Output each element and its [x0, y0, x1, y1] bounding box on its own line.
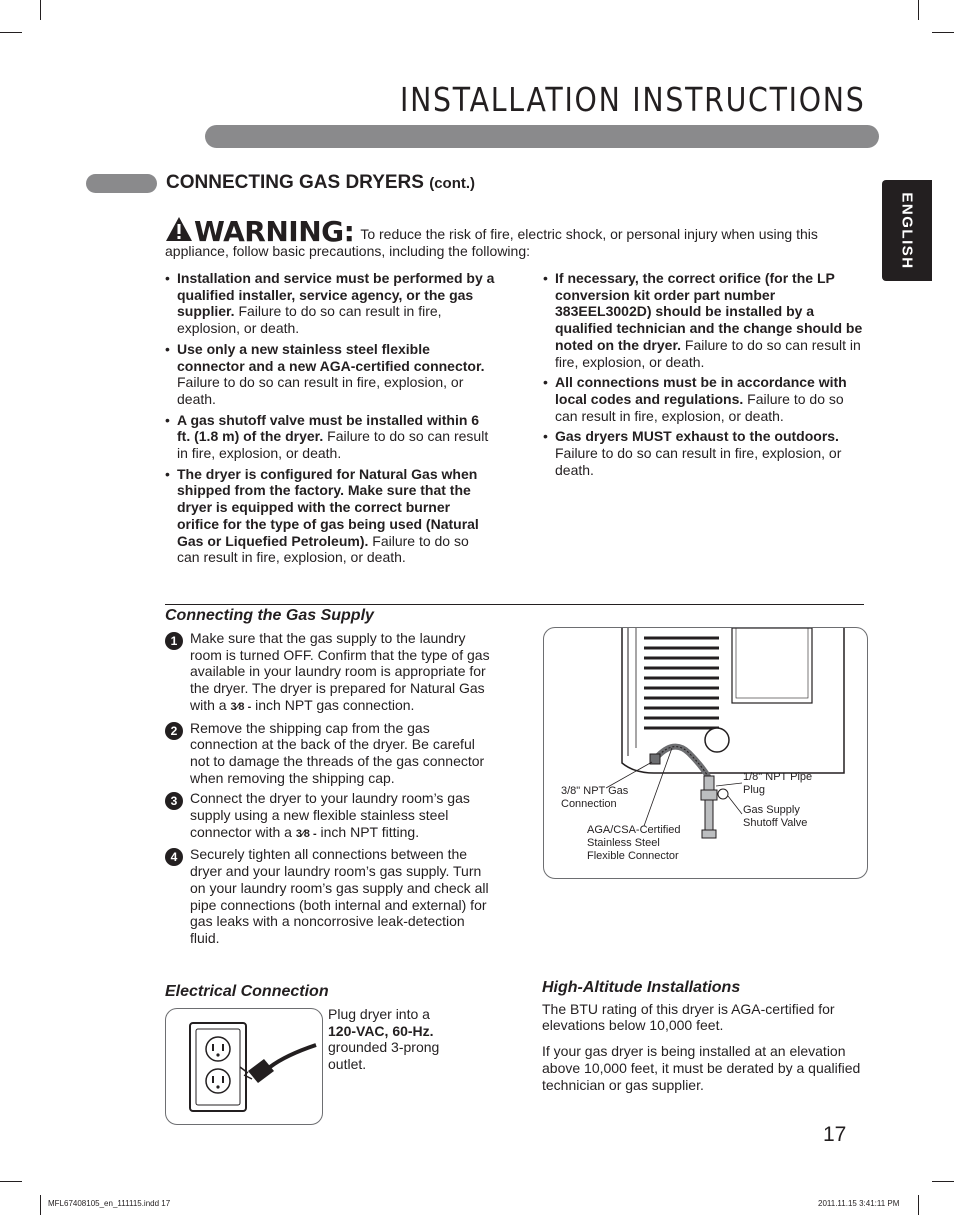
- crop-mark: [40, 0, 41, 20]
- section-title-suffix: (cont.): [429, 175, 476, 192]
- section-title: [166, 172, 475, 194]
- gas-steps: [165, 630, 495, 951]
- crop-mark: [932, 1181, 954, 1182]
- outlet-plug-icon: [166, 1009, 322, 1124]
- label-pipe-plug: 1/8" NPT Pipe Plug: [743, 771, 813, 796]
- altitude-paragraph: If your gas dryer is being installed at an elevation above 10,000 feet, it must be derated by a qualified technician or gas supplier.: [542, 1043, 861, 1093]
- crop-mark: [918, 1195, 919, 1215]
- outlet-illustration: [165, 1008, 323, 1125]
- warning-item: • Use only a new stainless steel flexible connector and a new AGA-certified connector. Failure to do so can result in fire, explosion, or death.: [165, 341, 495, 408]
- step-number: 2: [165, 722, 183, 740]
- warning-list-left: [165, 270, 495, 570]
- warning-item: • If necessary, the correct orifice (for the LP conversion kit order part number 383EEL3002D) should be installed by a qualified technician and the change should be noted on the dryer. Failure to do so can result in fire, explosion, or death.: [543, 270, 863, 370]
- page-number: 17: [823, 1123, 847, 1146]
- step-number: 4: [165, 848, 183, 866]
- warning-block: [165, 216, 865, 260]
- warning-item: • Gas dryers MUST exhaust to the outdoors. Failure to do so can result in fire, explosion, or death.: [543, 428, 863, 478]
- crop-mark: [0, 1181, 22, 1182]
- crop-mark: [918, 0, 919, 20]
- crop-mark: [0, 32, 22, 33]
- section-pill: [86, 174, 157, 193]
- label-shutoff-valve: Gas Supply Shutoff Valve: [743, 804, 808, 829]
- crop-mark: [932, 32, 954, 33]
- gas-connection-diagram: [543, 627, 868, 879]
- crop-mark: [40, 1195, 41, 1215]
- warning-list-right: [543, 270, 863, 482]
- step-item: 1 Make sure that the gas supply to the laundry room is turned OFF. Confirm that the type of gas available in your laundry room is appropriate for the dryer. The dryer is prepared for Natural Gas with a 3⁄8 - inch NPT gas connection.: [165, 630, 495, 716]
- title-bar: [205, 125, 879, 148]
- step-number: 1: [165, 632, 183, 650]
- step-item: 3 Connect the dryer to your laundry room’s gas supply using a new flexible stainless steel connector with a 3⁄8 - inch NPT fitting.: [165, 790, 495, 842]
- footer-timestamp: 2011.11.15 3:41:11 PM: [818, 1199, 900, 1208]
- step-item: 2 Remove the shipping cap from the gas connection at the back of the dryer. Be careful not to damage the threads of the gas connector when removing the shipping cap.: [165, 720, 495, 787]
- language-tab-label: ENGLISH: [898, 191, 916, 270]
- high-altitude-heading: High-Altitude Installations: [542, 979, 741, 996]
- warning-intro: To reduce the risk of fire, electric shock, or personal injury when using this appliance, follow basic precautions, including the following:: [165, 226, 818, 259]
- label-flexible-connector: AGA/CSA-Certified Stainless Steel Flexible Connector: [587, 824, 681, 862]
- warning-item: • Installation and service must be performed by a qualified installer, service agency, or the gas supplier. Failure to do so can result in fire, explosion, or death.: [165, 270, 495, 337]
- high-altitude-section: [542, 980, 872, 1102]
- label-gas-connection: 3/8" NPT Gas Connection: [561, 785, 629, 810]
- section-title-text: CONNECTING GAS DRYERS: [166, 172, 424, 193]
- warning-heading: WARNING:: [194, 215, 355, 248]
- electrical-instructions: Plug dryer into a 120-VAC, 60-Hz. grounded 3-prong outlet.: [328, 1006, 440, 1073]
- section-divider: [165, 604, 864, 605]
- step-item: 4 Securely tighten all connections between the dryer and your laundry room’s gas supply. Turn on your laundry room’s gas supply and check all pipe connections (both internal and external) for gas leaks with a noncorrosive leak-detection fluid.: [165, 846, 495, 946]
- footer-file: MFL67408105_en_111115.indd 17: [48, 1199, 171, 1208]
- warning-item: • The dryer is configured for Natural Gas when shipped from the factory. Make sure that the dryer is equipped with the correct burner orifice for the type of gas being used (Natural Gas or Liquefied Petroleum). Failure to do so can result in fire, explosion, or death.: [165, 466, 495, 566]
- warning-triangle-icon: [165, 216, 193, 242]
- page-title: INSTALLATION INSTRUCTIONS: [400, 80, 866, 119]
- gas-supply-heading: Connecting the Gas Supply: [165, 607, 374, 624]
- step-number: 3: [165, 792, 183, 810]
- altitude-paragraph: The BTU rating of this dryer is AGA-certified for elevations below 10,000 feet.: [542, 1000, 835, 1034]
- language-tab: [882, 180, 932, 281]
- warning-item: • A gas shutoff valve must be installed within 6 ft. (1.8 m) of the dryer. Failure to do so can result in fire, explosion, or death.: [165, 412, 495, 462]
- electrical-heading: Electrical Connection: [165, 983, 329, 1000]
- warning-item: • All connections must be in accordance with local codes and regulations. Failure to do so can result in fire, explosion, or death.: [543, 374, 863, 424]
